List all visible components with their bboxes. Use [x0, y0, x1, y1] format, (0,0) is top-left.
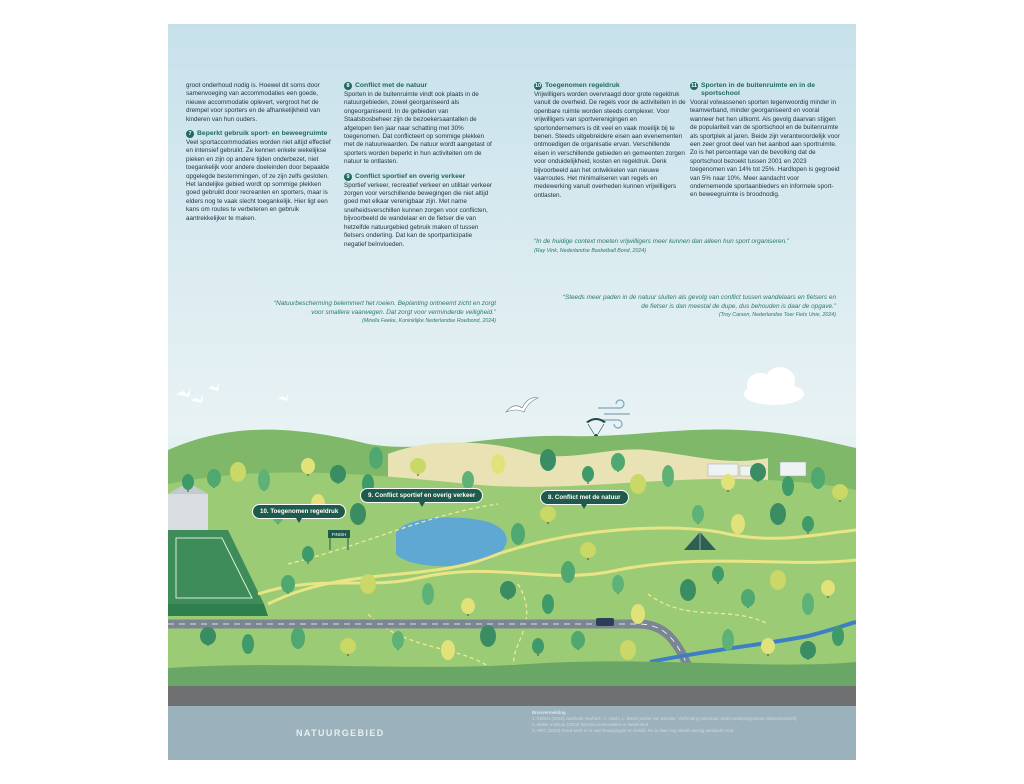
- tree-canopy: [580, 542, 596, 558]
- text-column-1: [186, 82, 336, 229]
- quote-attribution: (Troy Carsen, Nederlandse Toer Fiets Unie, 2024): [718, 312, 836, 319]
- section-9-heading: [344, 173, 494, 181]
- tree-canopy: [731, 514, 745, 534]
- tree-canopy: [620, 640, 636, 660]
- tree-canopy: [631, 604, 645, 624]
- paraglider-icon: [586, 418, 606, 438]
- tree-canopy: [369, 447, 383, 469]
- tree-canopy: [491, 454, 505, 474]
- tree-canopy: [230, 462, 246, 482]
- tree-canopy: [392, 631, 404, 649]
- tree-canopy: [750, 463, 766, 481]
- finish-sign-text: FINISH: [331, 532, 347, 537]
- tree-canopy: [630, 474, 646, 494]
- tree-canopy: [200, 627, 216, 645]
- tree-canopy: [480, 625, 496, 647]
- quote-text: “Natuurbescherming belemmert het roeien. Beplanting ontneemt zicht en zorgt voor smallere vaarwegen. Dat zorgt voor verminderde veiligheid.”: [273, 300, 496, 316]
- callout-toegenomen-regeldruk[interactable]: 10. Toegenomen regeldruk: [252, 504, 346, 519]
- tree-canopy: [571, 631, 585, 649]
- section-number-badge: 10: [534, 83, 542, 89]
- section-7-title: Beperkt gebruik sport- en beweegruimte: [197, 130, 328, 138]
- cloud-icon: [744, 367, 804, 405]
- tree-canopy: [741, 589, 755, 607]
- reference-item: 3. NRC (2024) Goed werk te in veel bewegingen en beleid. Nu is daar nog steeds weinig aandacht voor.: [532, 728, 735, 733]
- section-number-badge: 11: [691, 83, 697, 89]
- natuurgebied-logo: NATUURGEBIED: [296, 728, 385, 738]
- tree-canopy: [281, 575, 295, 593]
- tree-canopy: [832, 626, 844, 646]
- tree-canopy: [770, 570, 786, 590]
- section-10-body: Vrijwilligers worden overvraagd door grote regeldruk vanuit de overheid. De regels voor de activiteiten in de openbare ruimte worden steeds complexer. Voor vrijwilligers van sportverenigingen en sportondernemers is dit veel en vaak moeilijk bij te benen. Steeds uitgebreidere eisen aan evenementen ontmoedigen de organisatie ervan. Verschillende eisen in verschillende gebieden en gemeenten zorgen voor onduidelijkheid, kosten en regeldruk. Denk bijvoorbeeld aan het ontwikkelen van nieuwe vaarroutes. Het minimaliseren van regels en medewerking vanuit overheden kunnen vrijwilligers ontlasten.: [534, 91, 686, 199]
- section-9-title: Conflict sportief en overig verkeer: [355, 172, 466, 180]
- tree-canopy: [832, 484, 848, 500]
- tree-canopy: [340, 638, 356, 654]
- tree-canopy: [291, 627, 305, 649]
- references-title: Bronvermelding: [532, 710, 566, 715]
- tree-canopy: [410, 458, 426, 474]
- callout-conflict-natuur[interactable]: 8. Conflict met de natuur: [540, 490, 629, 505]
- section-8-heading: [344, 82, 494, 90]
- tree-canopy: [800, 641, 816, 659]
- tree-canopy: [540, 449, 556, 471]
- text-column-3: [534, 82, 686, 206]
- tree-canopy: [612, 575, 624, 593]
- section-7-body: Veel sportaccommodaties worden niet altijd effectief en intensief gebruikt. Ze kennen enkele wekelijkse pieken en zijn op andere tijden onderbezet, niet toegankelijk voor andere doeleinden door bepaalde opgelegde bestemmingen, of ze zijn zelfs gesloten. Het landelijke gebied wordt op sommige plekken goed gebruikt door recreanten en sporters, maar is elders nog te vaak slecht toegankelijk. Hier ligt een kans om routes te verbeteren en gebruik aantrekkelijker te maken.: [186, 139, 331, 222]
- section-7-heading: [186, 130, 336, 138]
- intro-paragraph: groot onderhoud nodig is. Hoewel dit soms door samenvoeging van accommodaties een goede, nieuwe accommodatie oplevert, vergroot het de drempel voor sporters en de afhankelijkheid van kinderen van hun ouders.: [186, 82, 321, 123]
- callout-conflict-verkeer[interactable]: 9. Conflict sportief en overig verkeer: [360, 488, 483, 503]
- tree-canopy: [258, 469, 270, 491]
- tree-canopy: [540, 506, 556, 522]
- tree-canopy: [582, 466, 594, 482]
- quote-text: “In de huidige context moeten vrijwilligers meer kunnen dan alleen hun sport organiseren.”: [534, 238, 790, 245]
- text-column-2: [344, 82, 494, 255]
- section-number-badge: 9: [344, 173, 352, 181]
- tree-canopy: [662, 465, 674, 487]
- tree-canopy: [532, 638, 544, 654]
- section-10-heading: [534, 82, 686, 90]
- tree-canopy: [461, 598, 475, 614]
- section-11-heading: [690, 82, 840, 98]
- car-icon: [596, 618, 614, 626]
- section-8-body: Sporten in de buitenruimte vindt ook plaats in de natuurgebieden, zowel georganiseerd als ongeorganiseerd. In de gebieden van Staatsbosbeheer zijn de bezoekersaantallen de afgelopen tien jaar naar schatting met 30% toegenomen. Dat conflicteert op sommige plekken met de natuurwaarden. De natuur wordt aangetast of sporters worden beperkt in hun activiteiten om de natuur te ontlasten.: [344, 91, 492, 166]
- tree-canopy: [182, 474, 194, 490]
- seagull-icon: [506, 398, 538, 412]
- reference-item: 1. KNWU (2023) Jaarboek NvvhwS, C. Abels, L. Beek (online via: website: Verbreding nationaal onderzoeksprogramma Natuurinclusief).: [532, 716, 798, 721]
- tree-canopy: [302, 546, 314, 562]
- quote-feeke: [260, 300, 496, 326]
- tree-canopy: [802, 516, 814, 532]
- tree-canopy: [721, 474, 735, 490]
- quote-attribution: (Ray Vink, Nederlandse Basketball Bond, 2024): [534, 247, 647, 254]
- tree-canopy: [207, 469, 221, 487]
- tree-canopy: [692, 505, 704, 523]
- tree-canopy: [500, 581, 516, 599]
- infographic-page: [168, 24, 856, 760]
- birds-icon: [176, 383, 288, 403]
- tree-canopy: [722, 629, 734, 651]
- section-number-badge: 7: [186, 130, 194, 138]
- landscape-illustration: [168, 354, 856, 760]
- quote-text: “Steeds meer paden in de natuur sluiten als gevolg van conflict tussen wandelaars en fietsers en de fietser is dan meestal de dupe, dus behouden is daar de opgave.”: [562, 294, 836, 310]
- tree-canopy: [561, 561, 575, 583]
- reference-item: 2. Mulier Instituut (2023) Sportaccommodaties in Nederland.: [532, 722, 650, 727]
- tree-canopy: [360, 574, 376, 594]
- quote-vink: [534, 238, 824, 255]
- section-11-title: Sporten in de buitenruimte en in de sportschool: [701, 82, 816, 97]
- tree-canopy: [782, 476, 794, 496]
- tree-canopy: [542, 594, 554, 614]
- text-column-4: [690, 82, 840, 206]
- tree-canopy: [462, 471, 474, 489]
- section-10-title: Toegenomen regeldruk: [545, 82, 620, 89]
- tree-canopy: [712, 566, 724, 582]
- section-8-title: Conflict met de natuur: [355, 82, 428, 89]
- tree-canopy: [811, 467, 825, 489]
- tree-canopy: [441, 640, 455, 660]
- tree-canopy: [821, 580, 835, 596]
- quote-attribution: (Mirella Feeke, Koninklijke Nederlandse Roeibond, 2024): [362, 318, 496, 325]
- tree-canopy: [242, 634, 254, 654]
- tree-canopy: [511, 523, 525, 545]
- tree-canopy: [802, 593, 814, 615]
- tree-canopy: [330, 465, 346, 483]
- tree-canopy: [770, 503, 786, 525]
- tree-canopy: [301, 458, 315, 474]
- lake: [396, 517, 507, 566]
- quote-carsen: [560, 294, 836, 320]
- tree-canopy: [680, 579, 696, 601]
- tree-canopy: [761, 638, 775, 654]
- gravel-band: [168, 686, 856, 706]
- tree-canopy: [611, 453, 625, 471]
- references: [532, 710, 798, 734]
- section-number-badge: 8: [344, 82, 352, 90]
- section-9-body: Sportief verkeer, recreatief verkeer en utilitair verkeer zorgen voor verschillende bewegingen die niet altijd goed met elkaar verenigbaar zijn. Met name snelheidsverschillen kunnen zorgen voor conflicten, bijvoorbeeld de wandelaar en de fietser die van hetzelfde natuurgebied gebruik maken of tussen fietsers onderling. Dat kan de sportparticipatie negatief beïnvloeden.: [344, 181, 493, 248]
- wind-lines-icon: [598, 400, 630, 428]
- section-11-body: Vooral volwassenen sporten tegenwoordig minder in teamverband, minder georganiseerd en vooral wanneer het hen uitkomt. Als gevolg daarvan stijgen de populariteit van de sportschool en de buitenruimte als sportplek al jaren. Beide zijn verantwoordelijk voor een zeer groot deel van het aanbod aan sportruimte. Zo is het percentage van de bevolking dat de sportschool bezoekt tussen 2001 en 2023 toegenomen van 14% tot 25%. Hardlopen is gegroeid van 5% naar 10%. Meer aandacht voor ondernemende sportaanbieders en informele sport- en beweegruimte is broodnodig.: [690, 99, 840, 199]
- tree-canopy: [350, 503, 366, 525]
- tree-canopy: [422, 583, 434, 605]
